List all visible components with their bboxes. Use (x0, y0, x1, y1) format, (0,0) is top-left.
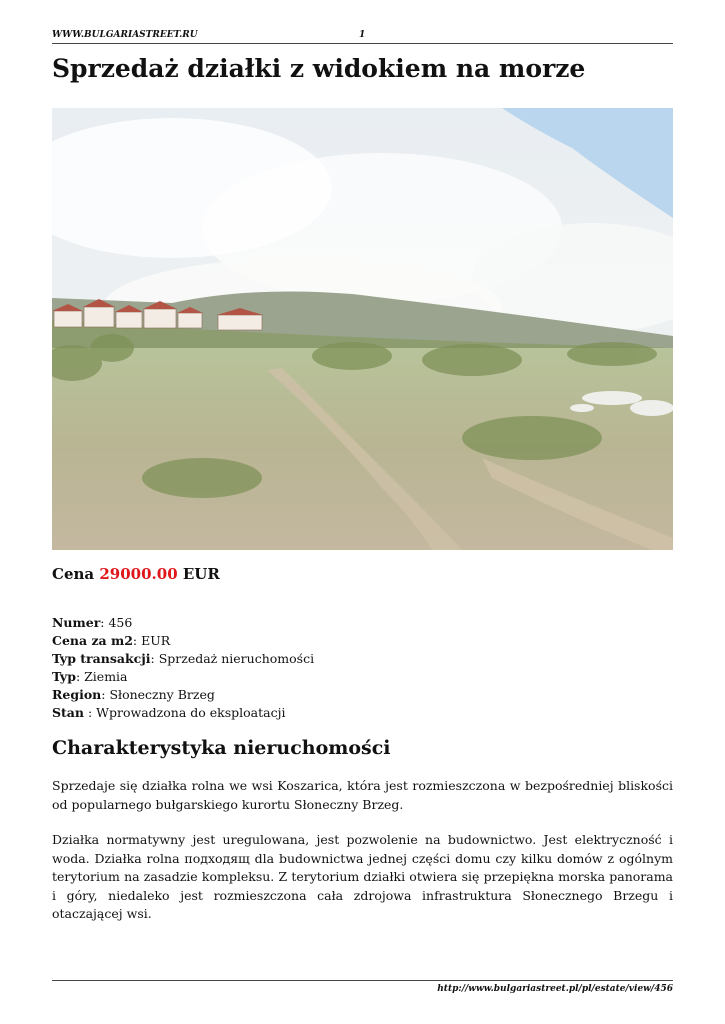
footer-url[interactable]: http://www.bulgariastreet.pl/pl/estate/view/456 (437, 984, 673, 994)
detail-value: Wprowadzona do eksploatacji (96, 705, 286, 720)
detail-value: EUR (141, 633, 171, 648)
section-title: Charakterystyka nieruchomości (52, 737, 391, 759)
detail-value: Sprzedaż nieruchomości (158, 651, 315, 666)
description-paragraph: Sprzedaje się działka rolna we wsi Koszarica, która jest rozmieszczona w bezpośredniej bliskości od popularnego bułgarskiego kurortu Słoneczny Brzeg. (52, 778, 673, 812)
page-header (52, 30, 673, 44)
price-label: Cena (52, 565, 95, 583)
detail-row-region (52, 686, 314, 704)
footer-divider (52, 980, 673, 981)
price-currency: EUR (182, 565, 220, 583)
price-line (52, 565, 220, 583)
detail-sep: : (84, 705, 97, 720)
detail-row-transaction-type (52, 650, 314, 668)
landscape-image (52, 108, 673, 550)
detail-sep: : (132, 633, 142, 648)
detail-row-status (52, 704, 314, 722)
detail-value: 456 (108, 615, 133, 630)
price-amount: 29000.00 (99, 565, 178, 583)
header-site: WWW.BULGARIASTREET.RU (52, 30, 198, 40)
detail-row-price-per-m2 (52, 632, 314, 650)
page-number: 1 (359, 30, 366, 40)
detail-label: Numer (52, 615, 101, 630)
detail-row-type (52, 668, 314, 686)
detail-label: Stan (52, 705, 84, 720)
detail-label: Region (52, 687, 102, 702)
description-paragraph: Działka normatywny jest uregulowana, jest pozwolenie na budownictwo. Jest elektryczność i woda. Działka rolna подходящ dla budownictwa jednej części domu czy kilku domów z ogólnym terytorium na zasadzie kompleksu. Z terytorium działki otwiera się przepiękna morska panorama i góry, niedaleko jest rozmieszczona cała zdrojowa infrastruktura Słonecznego Brzegu i otaczającej wsi. (52, 832, 673, 921)
detail-value: Ziemia (84, 669, 128, 684)
page-title: Sprzedaż działki z widokiem na morze (52, 54, 586, 83)
detail-row-number (52, 614, 314, 632)
detail-value: Słoneczny Brzeg (109, 687, 215, 702)
detail-sep: : (100, 615, 109, 630)
property-photo (52, 108, 673, 550)
detail-label: Cena za m2 (52, 633, 133, 648)
detail-sep: : (101, 687, 110, 702)
detail-label: Typ transakcji (52, 651, 151, 666)
detail-sep: : (150, 651, 159, 666)
detail-label: Typ (52, 669, 76, 684)
property-details (52, 614, 314, 722)
detail-sep: : (75, 669, 85, 684)
